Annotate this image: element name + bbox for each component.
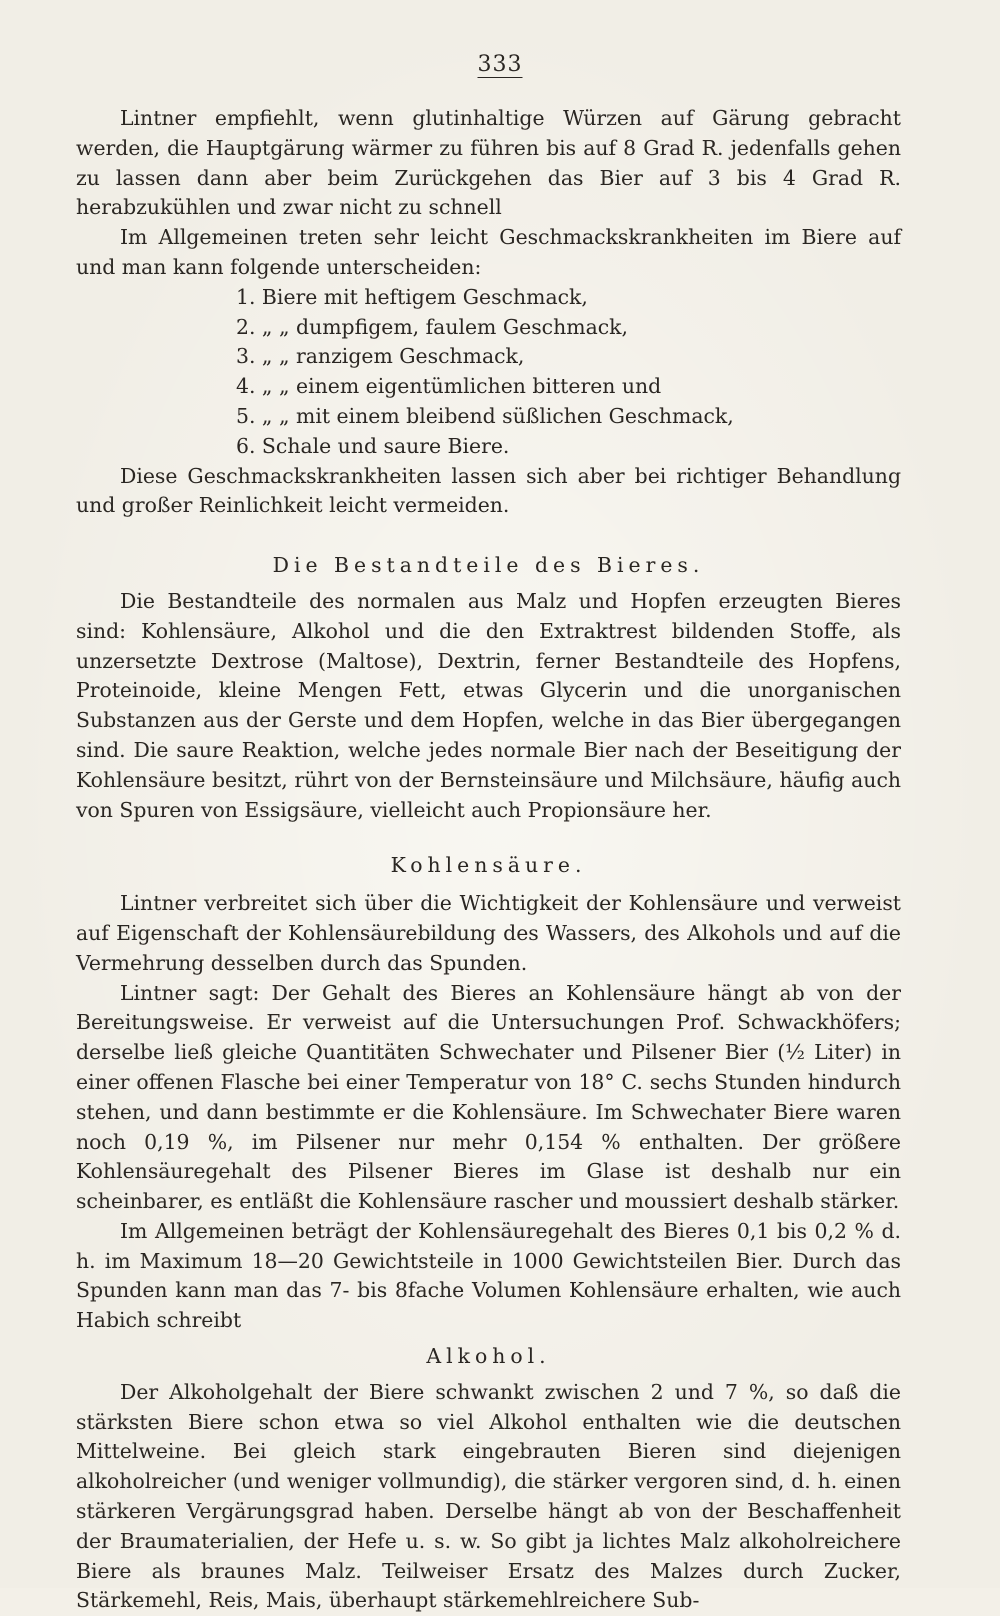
page-number: 333 <box>477 52 523 77</box>
paragraph-vermeiden: Diese Geschmackskrankheiten lassen sich aber bei richtiger Behandlung und großer Reinlichkeit leicht vermeiden. <box>76 463 901 518</box>
list-item: 3. „ „ ranzigem Geschmack, <box>236 344 525 369</box>
paragraph-alkohol: Der Alkoholgehalt der Biere schwankt zwischen 2 und 7 %, so daß die stärksten Biere schon etwa so viel Alkohol enthalten wie die deutschen Mittelweine. Bei gleich stark eingebrauten Bieren sind diejenigen alkoholreicher (und weniger vollmundig), die stärker vergoren sind, d. h. einen stärkeren Vergärungsgrad haben. Derselbe hängt ab von der Beschaffenheit der Braumaterialien, der Hefe u. s. w. So gibt ja lichtes Malz alkoholreichere Biere als braunes Malz. Teilweiser Ersatz des Malzes durch Zucker, Stärkemehl, Reis, Mais, überhaupt stärkemehlreichere Sub- <box>76 1379 901 1613</box>
paragraph-bestandteile: Die Bestandteile des normalen aus Malz und Hopfen erzeugten Bieres sind: Kohlensäure, Alkohol und die den Extraktrest bildenden Stoffe, als unzersetzte Dextrose (Maltose), Dextrin, ferner Bestandteile des Hopfens, Proteinoide, kleine Mengen Fett, etwas Glycerin und die unorganischen Substanzen aus der Gerste und dem Hopfen, welche in das Bier übergegangen sind. Die saure Reaktion, welche jedes normale Bier nach der Beseitigung der Kohlensäure besitzt, rührt von der Bernsteinsäure und Milchsäure, häufig auch von Spuren von Essigsäure, vielleicht auch Propionsäure her. <box>76 588 901 822</box>
section-heading-alkohol: Alkohol. <box>426 1344 551 1369</box>
list-item: 2. „ „ dumpfigem, faulem Geschmack, <box>236 314 628 339</box>
paragraph-kohlensaeure-gehalt: Lintner sagt: Der Gehalt des Bieres an Kohlensäure hängt ab von der Bereitungsweise. Er verweist auf die Untersuchungen Prof. Schwackhöfers; derselbe ließ gleiche Quantitäten Schwechater und Pilsener Bier (½ Liter) in einer offenen Flasche bei einer Temperatur von 18° C. sechs Stunden hindurch stehen, und dann bestimmte er die Kohlensäure. Im Schwechater Biere waren noch 0,19 %, im Pilsener nur mehr 0,154 % enthalten. Der größere Kohlensäuregehalt des Pilsener Bieres im Glase ist deshalb nur ein scheinbarer, es entläßt die Kohlensäure rascher und moussiert deshalb stärker. <box>76 980 901 1214</box>
section-heading-bestandteile: Die Bestandteile des Bieres. <box>272 553 705 578</box>
paragraph-kohlensaeure-maximum: Im Allgemeinen beträgt der Kohlensäuregehalt des Bieres 0,1 bis 0,2 % d. h. im Maximum 18—20 Gewichtsteile in 1000 Gewichtsteilen Bier. Durch das Spunden kann man das 7- bis 8fache Volumen Kohlensäure erhalten, wie auch Habich schreibt <box>76 1218 901 1333</box>
defect-list <box>76 283 901 462</box>
page-body <box>76 104 901 1616</box>
section-heading-kohlensaeure: Kohlensäure. <box>390 853 587 878</box>
paragraph-geschmackskrankheiten: Im Allgemeinen treten sehr leicht Geschmackskrankheiten im Biere auf und man kann folgende unterscheiden: <box>76 225 901 279</box>
list-item: 6. Schale und saure Biere. <box>236 433 510 458</box>
list-item: 4. „ „ einem eigentümlichen bitteren und <box>236 374 662 399</box>
paragraph-lintner-gaerung: Lintner empfiehlt, wenn glutinhaltige Würzen auf Gärung gebracht werden, die Hauptgärung wärmer zu führen bis auf 8 Grad R. jedenfalls gehen zu lassen dann aber beim Zurückgehen das Bier auf 3 bis 4 Grad R. herabzukühlen und zwar nicht zu schnell <box>76 106 901 220</box>
list-item: 5. „ „ mit einem bleibend süßlichen Geschmack, <box>236 403 734 428</box>
list-item: 1. Biere mit heftigem Geschmack, <box>236 284 588 309</box>
paragraph-kohlensaeure-wichtigkeit: Lintner verbreitet sich über die Wichtigkeit der Kohlensäure und verweist auf Eigenschaft der Kohlensäurebildung des Wassers, des Alkohols und auf die Vermehrung desselben durch das Spunden. <box>76 891 901 975</box>
